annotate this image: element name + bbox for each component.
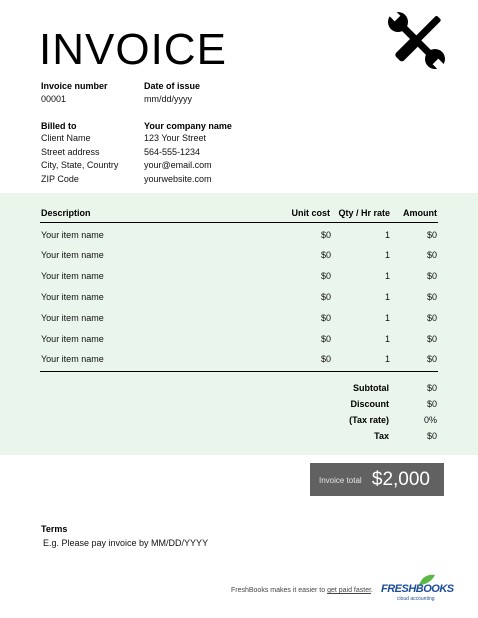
tax-label: Tax bbox=[374, 431, 389, 441]
item-description: Your item name bbox=[41, 271, 104, 281]
col-header-unit-cost: Unit cost bbox=[291, 208, 330, 218]
table-row bbox=[40, 313, 438, 327]
client-street: Street address bbox=[41, 147, 100, 157]
col-header-qty: Qty / Hr rate bbox=[338, 208, 390, 218]
invoice-total-label: Invoice total bbox=[319, 476, 362, 485]
item-description: Your item name bbox=[41, 313, 104, 323]
billed-to-label: Billed to bbox=[41, 121, 77, 131]
date-label: Date of issue bbox=[144, 81, 201, 91]
header-divider bbox=[40, 222, 438, 223]
item-amount: $0 bbox=[426, 334, 437, 344]
item-unit-cost: $0 bbox=[320, 230, 331, 240]
date-value: mm/dd/yyyy bbox=[144, 94, 193, 104]
item-qty: 1 bbox=[384, 230, 390, 240]
company-street: 123 Your Street bbox=[144, 133, 207, 143]
subtotal-value: $0 bbox=[426, 383, 437, 393]
invoice-number-value: 00001 bbox=[41, 94, 67, 104]
invoice-total-value: $2,000 bbox=[371, 469, 430, 490]
table-row bbox=[40, 271, 438, 285]
item-description: Your item name bbox=[41, 354, 104, 364]
item-qty: 1 bbox=[384, 271, 390, 281]
item-qty: 1 bbox=[384, 334, 390, 344]
item-unit-cost: $0 bbox=[320, 334, 331, 344]
item-description: Your item name bbox=[41, 334, 104, 344]
item-unit-cost: $0 bbox=[320, 354, 331, 364]
get-paid-faster-link[interactable]: get paid faster bbox=[327, 587, 372, 594]
client-city: City, State, Country bbox=[41, 160, 119, 170]
discount-label: Discount bbox=[350, 399, 389, 409]
table-row bbox=[40, 354, 438, 368]
items-divider bbox=[40, 371, 438, 372]
item-amount: $0 bbox=[426, 354, 437, 364]
freshbooks-logo[interactable] bbox=[381, 574, 454, 604]
item-qty: 1 bbox=[384, 292, 390, 302]
footer-text: FreshBooks makes it easier to bbox=[230, 587, 328, 594]
item-qty: 1 bbox=[384, 313, 390, 323]
item-qty: 1 bbox=[384, 250, 390, 260]
item-unit-cost: $0 bbox=[320, 250, 331, 260]
wrench-screwdriver-icon bbox=[386, 10, 446, 70]
invoice-number-label: Invoice number bbox=[41, 81, 108, 91]
terms-text: E.g. Please pay invoice by MM/DD/YYYY bbox=[43, 538, 209, 548]
item-qty: 1 bbox=[384, 354, 390, 364]
item-description: Your item name bbox=[41, 250, 104, 260]
footer-period: . bbox=[371, 587, 373, 594]
table-row bbox=[40, 250, 438, 264]
terms-label: Terms bbox=[41, 524, 68, 534]
invoice-total-box bbox=[310, 463, 444, 496]
item-unit-cost: $0 bbox=[320, 271, 331, 281]
item-amount: $0 bbox=[426, 313, 437, 323]
subtotal-label: Subtotal bbox=[353, 383, 389, 393]
freshbooks-subtitle: cloud accounting bbox=[397, 596, 435, 602]
footer-tagline bbox=[231, 587, 373, 594]
item-amount: $0 bbox=[426, 230, 437, 240]
table-row bbox=[40, 230, 438, 244]
item-amount: $0 bbox=[426, 250, 437, 260]
table-row bbox=[40, 292, 438, 306]
client-name: Client Name bbox=[41, 133, 91, 143]
item-description: Your item name bbox=[41, 230, 104, 240]
table-row bbox=[40, 334, 438, 348]
company-website: yourwebsite.com bbox=[144, 174, 212, 184]
company-phone: 564-555-1234 bbox=[144, 147, 201, 157]
discount-value: $0 bbox=[426, 399, 437, 409]
invoice-title: INVOICE bbox=[39, 25, 227, 74]
col-header-amount: Amount bbox=[403, 208, 437, 218]
freshbooks-wordmark: FRESHBOOKS bbox=[381, 583, 454, 595]
col-header-description: Description bbox=[41, 208, 91, 218]
company-email: your@email.com bbox=[144, 160, 212, 170]
item-unit-cost: $0 bbox=[320, 313, 331, 323]
item-unit-cost: $0 bbox=[320, 292, 331, 302]
item-description: Your item name bbox=[41, 292, 104, 302]
tax-value: $0 bbox=[426, 431, 437, 441]
tax-rate-label: (Tax rate) bbox=[349, 415, 389, 425]
tax-rate-value: 0% bbox=[423, 415, 437, 425]
client-zip: ZIP Code bbox=[41, 174, 79, 184]
item-amount: $0 bbox=[426, 292, 437, 302]
company-name-label: Your company name bbox=[144, 121, 232, 131]
item-amount: $0 bbox=[426, 271, 437, 281]
